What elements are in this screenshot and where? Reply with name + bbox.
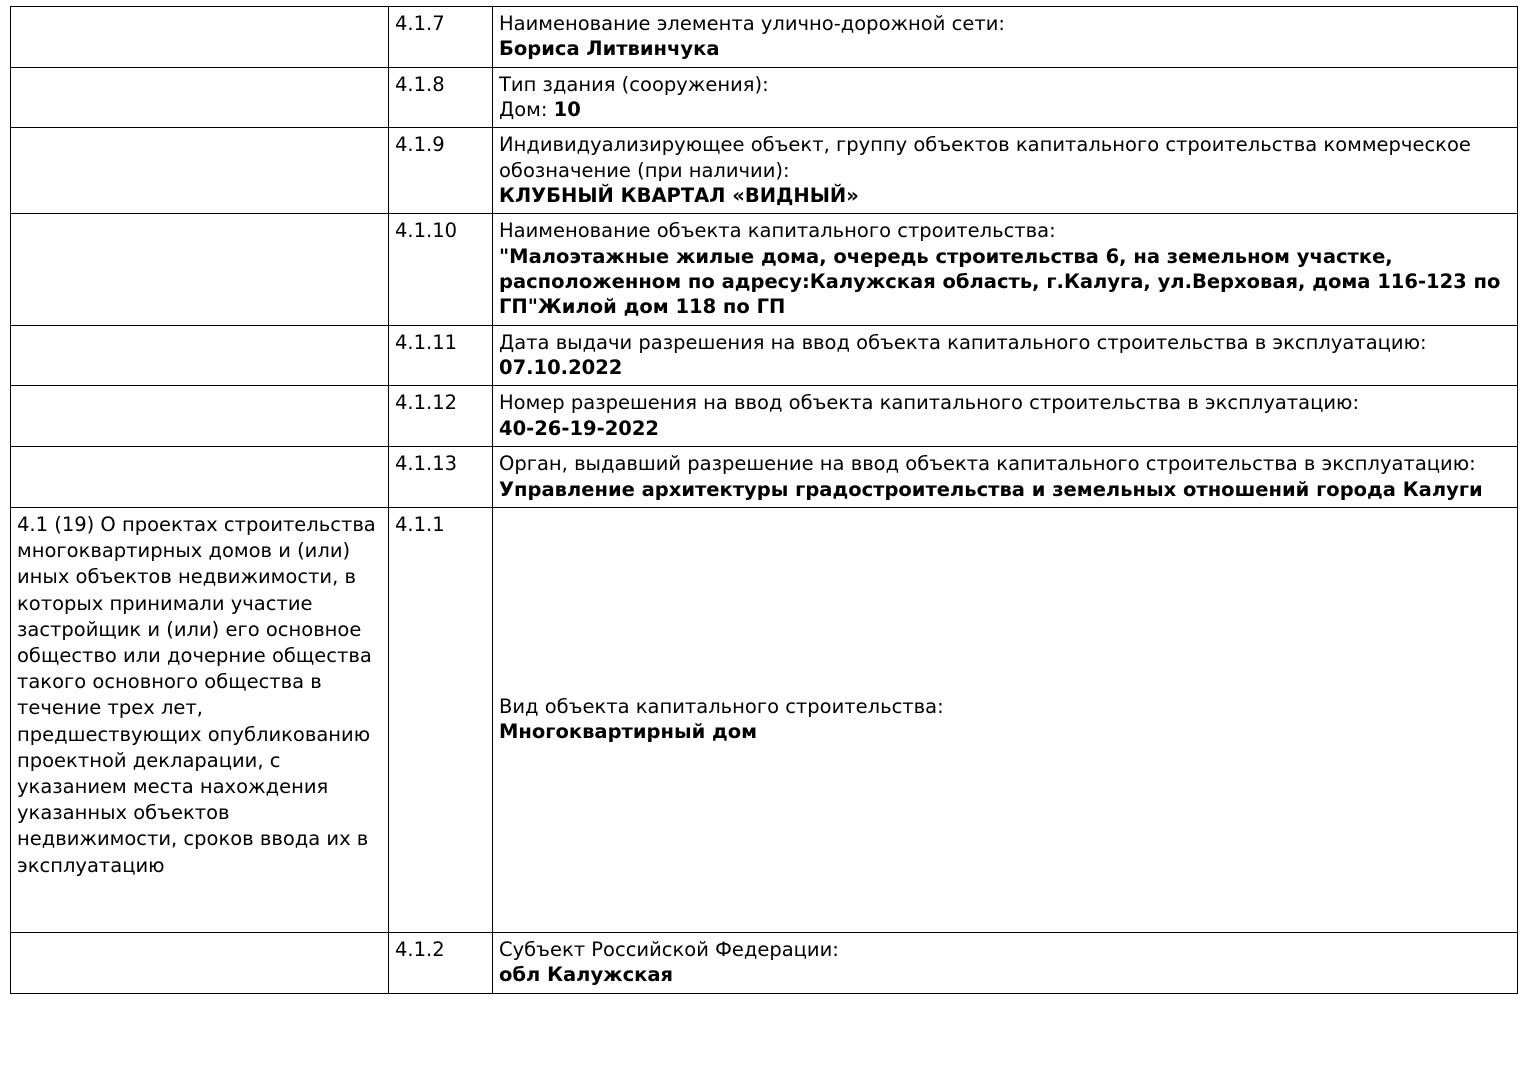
item-body-cell <box>493 214 1518 325</box>
item-value-line <box>499 962 1511 987</box>
item-label: Вид объекта капитального строительства: <box>499 695 944 718</box>
section-cell <box>11 67 389 128</box>
item-body-cell <box>493 507 1518 932</box>
item-label: Субъект Российской Федерации: <box>499 937 839 961</box>
item-number-cell: 4.1.9 <box>389 128 493 214</box>
item-value: 40-26-19-2022 <box>499 416 659 440</box>
item-value-line <box>499 719 1511 744</box>
item-body-cell <box>493 67 1518 128</box>
item-value: 07.10.2022 <box>499 356 623 380</box>
table-row <box>11 128 1518 214</box>
item-label: Индивидуализирующее объект, группу объектов капитального строительства коммерческое обозначение (при наличии): <box>499 133 1471 182</box>
section-cell <box>11 325 389 386</box>
item-label: Наименование объекта капитального строительства: <box>499 219 1056 243</box>
item-value-line <box>499 244 1511 320</box>
item-number-cell: 4.1.2 <box>389 932 493 993</box>
item-body-cell <box>493 325 1518 386</box>
item-value: Бориса Литвинчука <box>499 37 720 61</box>
item-number-cell: 4.1.10 <box>389 214 493 325</box>
table-row <box>11 67 1518 128</box>
item-value: КЛУБНЫЙ КВАРТАЛ «ВИДНЫЙ» <box>499 184 859 208</box>
item-label: Тип здания (сооружения): <box>499 72 769 96</box>
item-number-cell: 4.1.8 <box>389 67 493 128</box>
item-value-line <box>499 355 1511 380</box>
item-body-cell <box>493 128 1518 214</box>
item-value-line <box>499 416 1511 441</box>
item-body-cell <box>493 7 1518 68</box>
item-body-cell <box>493 386 1518 447</box>
item-body-cell <box>493 447 1518 508</box>
table-row <box>11 507 1518 932</box>
section-cell <box>11 507 389 932</box>
declaration-table <box>10 6 1518 994</box>
item-value-line <box>499 36 1511 61</box>
item-label: Орган, выдавший разрешение на ввод объекта капитального строительства в эксплуатацию: <box>499 452 1476 476</box>
section-cell <box>11 214 389 325</box>
section-cell <box>11 386 389 447</box>
item-number-cell: 4.1.7 <box>389 7 493 68</box>
item-value: Управление архитектуры градостроительства и земельных отношений города Калуги <box>499 477 1483 501</box>
item-value: "Малоэтажные жилые дома, очередь строительства 6, на земельном участке, расположенном по адресу:Калужская область, г.Калуга, ул.Верховая, дома 116-123 по ГП"Жилой дом 118 по ГП <box>499 244 1501 319</box>
section-cell <box>11 447 389 508</box>
item-number-cell: 4.1.12 <box>389 386 493 447</box>
section-cell <box>11 932 389 993</box>
table-row <box>11 325 1518 386</box>
table-row <box>11 386 1518 447</box>
section-cell <box>11 128 389 214</box>
table-row <box>11 7 1518 68</box>
section-text: 4.1 (19) О проектах строительства многоквартирных домов и (или) иных объектов недвижимости, в которых принимали участие застройщик и (или) его основное общество или дочерние общества такого основного общества в течение трех лет, предшествующих опубликованию проектной декларации, с указанием места нахождения указанных объектов недвижимости, сроков ввода их в эксплуатацию <box>17 512 376 877</box>
item-number-cell: 4.1.13 <box>389 447 493 508</box>
table-row <box>11 932 1518 993</box>
item-number-cell: 4.1.1 <box>389 507 493 932</box>
item-value-line <box>499 477 1511 502</box>
table-row <box>11 447 1518 508</box>
item-inline-label: Дом: <box>499 98 554 122</box>
item-value-line <box>499 183 1511 208</box>
item-label: Наименование элемента улично-дорожной сети: <box>499 12 1005 35</box>
table-row <box>11 214 1518 325</box>
item-label: Номер разрешения на ввод объекта капитального строительства в эксплуатацию: <box>499 391 1360 415</box>
item-value: 10 <box>553 98 581 122</box>
item-label: Дата выдачи разрешения на ввод объекта капитального строительства в эксплуатацию: <box>499 330 1427 354</box>
item-number-cell: 4.1.11 <box>389 325 493 386</box>
item-value: Многоквартирный дом <box>499 720 758 744</box>
section-cell <box>11 7 389 68</box>
item-value: обл Калужская <box>499 963 674 987</box>
item-body-cell <box>493 932 1518 993</box>
item-value-line <box>499 97 1511 122</box>
